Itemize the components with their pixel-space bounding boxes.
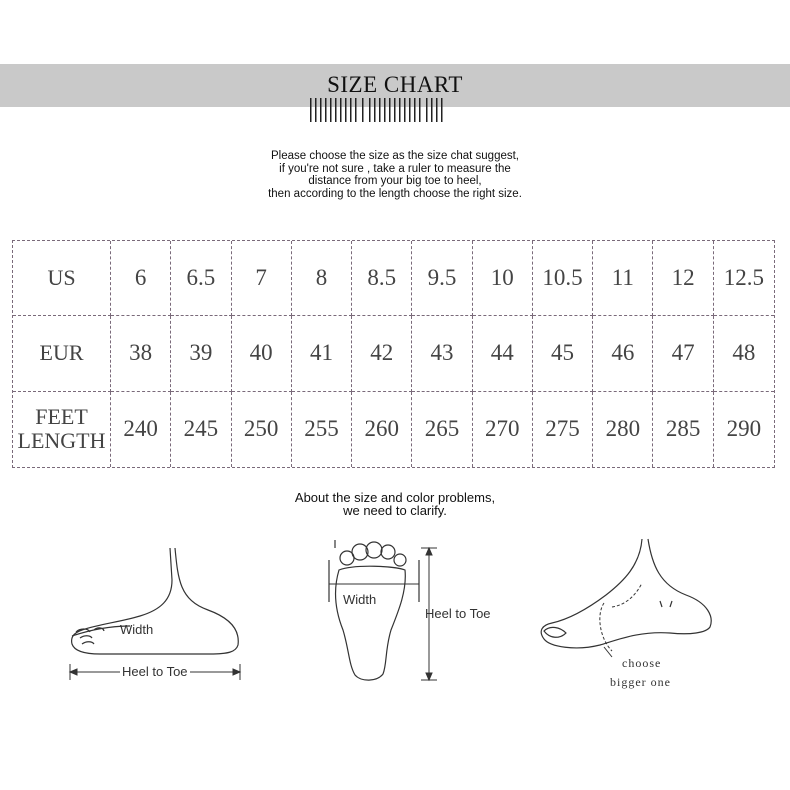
intro-line: Please choose the size as the size chat suggest, [270, 150, 520, 162]
table-cell: 11 [593, 241, 653, 316]
table-cell: 6 [111, 241, 171, 316]
table-cell: 8.5 [352, 241, 412, 316]
clarify-text [200, 491, 590, 517]
intro-line: then according to the length choose the right size. [268, 187, 522, 200]
table-cell: 48 [714, 316, 774, 391]
toe-fit-line2: bigger one [610, 675, 671, 689]
table-cell: 45 [533, 316, 593, 391]
table-cell: 12.5 [714, 241, 774, 316]
table-cell: 39 [171, 316, 231, 391]
table-cell: 44 [473, 316, 533, 391]
table-cell: 10.5 [533, 241, 593, 316]
sole-length-label: Heel to Toe [425, 606, 491, 621]
row-label-eur: EUR [13, 316, 111, 391]
toe-fit-icon [530, 535, 720, 695]
table-cell: 6.5 [171, 241, 231, 316]
clarify-line: we need to clarify. [343, 503, 447, 518]
table-cell: 41 [292, 316, 352, 391]
row-label-feet-length [13, 392, 111, 467]
side-foot-width-label: Width [120, 622, 154, 637]
table-cell: 290 [726, 416, 762, 442]
table-cell: 9.5 [412, 241, 472, 316]
intro-text [150, 150, 640, 200]
page-title: SIZE CHART [327, 72, 463, 97]
table-cell: 265 [412, 392, 472, 467]
row-label-line: FEET [35, 404, 88, 430]
table-cell: 7 [232, 241, 292, 316]
sole-figure [325, 540, 515, 690]
clarify-line: About the size and color problems, [294, 490, 496, 505]
table-cell: 42 [352, 316, 412, 391]
table-cell: 250 [232, 392, 292, 467]
side-foot-length-label: Heel to Toe [122, 664, 188, 679]
intro-line: if you're not sure , take a ruler to measure the [279, 162, 511, 175]
table-cell: 40 [232, 316, 292, 391]
side-foot-figure [60, 540, 250, 690]
intro-line: distance from your big toe to heel, [308, 175, 482, 187]
table-cell: 285 [653, 392, 713, 467]
table-cell: 255 [292, 392, 352, 467]
table-cell: 43 [412, 316, 472, 391]
size-table [12, 240, 775, 468]
table-cell: 240 [111, 392, 171, 467]
row-label-line: LENGTH [17, 428, 106, 454]
table-cell: 270 [473, 392, 533, 467]
barcode-decoration [308, 98, 444, 122]
toe-fit-figure [530, 535, 720, 695]
table-cell: 47 [653, 316, 713, 391]
toe-fit-line1: choose [622, 656, 662, 670]
table-cell: 275 [533, 392, 593, 467]
table-cell: 280 [593, 392, 653, 467]
row-label-us: US [13, 241, 111, 316]
table-cell: 46 [593, 316, 653, 391]
table-cell: 10 [473, 241, 533, 316]
sole-width-label: Width [343, 592, 377, 607]
table-cell: 260 [352, 392, 412, 467]
table-cell: 38 [111, 316, 171, 391]
table-cell: 245 [171, 392, 231, 467]
table-cell: 8 [292, 241, 352, 316]
table-cell: 12 [653, 241, 713, 316]
